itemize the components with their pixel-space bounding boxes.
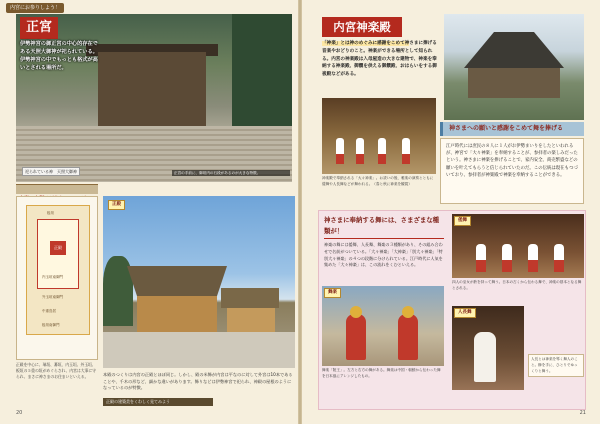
dance-types-heading: 神さまに奉納する舞には、さまざまな種類が！ [324, 215, 444, 239]
photo-hall-roof [127, 266, 227, 296]
page-gutter [298, 0, 302, 424]
dancer-figure [378, 138, 386, 164]
kaguraden-intro-rest: さまに捧げる音楽やおどりのこと。神楽ができる場所として知られる。内宮の神楽殿は入母屋造の大きな建物で、神楽を奉納する神楽殿、御饌を供える御饌殿、おはらいをする御祓殿などがある。 [322, 41, 437, 78]
daidai-kagura-photo [322, 98, 436, 174]
ninjo-dancer [474, 332, 496, 382]
precinct-map [16, 196, 98, 360]
kaguraden-intro [322, 40, 440, 79]
daidai-kagura-caption: 神楽殿で奉納される「大々神楽」。お祓いの後、雅楽の演奏とともに倭舞や人長舞などが舞われる。（春と秋に神楽を観賞） [322, 176, 434, 186]
page-number-right: 21 [579, 410, 586, 416]
seiden-label: 正殿 [108, 200, 125, 210]
inner-layout-heading [16, 184, 98, 194]
yamatomai-caption: 四人の巫女が鈴を持って舞う。日本の古くから伝わる舞で、神楽の基本となる舞とされる。 [452, 280, 582, 290]
bugaku-dancer [346, 314, 366, 360]
shogu-title: 正宮 [20, 17, 58, 39]
map-label-itagaki-gate: 板垣南御門 [42, 323, 60, 327]
kaguraden-photo [444, 14, 584, 120]
map-label-seiden: 正殿 [54, 245, 62, 250]
miko-figure [502, 244, 512, 272]
miko-figure [528, 244, 538, 272]
miko-figure [554, 244, 564, 272]
yamatomai-photo [452, 214, 584, 278]
ninjomai-caption: 人長とは神楽を導く舞人のこと。榊を手に、ひとりでゆっくりと舞う。 [528, 354, 584, 377]
dancer-figure [402, 138, 410, 164]
photo-gate [98, 52, 206, 126]
enshrined-deity-tag: 祀られている神 天照大御神 [22, 167, 80, 176]
page-number-left: 20 [16, 410, 23, 416]
map-label-itagaki: 板垣 [47, 211, 54, 215]
dancer-figure [336, 138, 344, 164]
photo-annex-body [227, 308, 275, 332]
seiden-link[interactable]: 正殿の建築美をくわしく見てみよう [103, 398, 213, 406]
photo-hall-body [137, 296, 217, 332]
map-label-torii: 中重鳥居 [42, 309, 56, 313]
prayer-box-heading: 神さまへの願いと感謝をこめて舞を捧げる [440, 122, 584, 136]
map-label-uchitamagaki: 内玉垣南御門 [42, 275, 63, 279]
ninjomai-photo [452, 306, 524, 390]
kaguraden-title: 内宮神楽殿 [322, 17, 402, 37]
map-label-sototamagaki: 外玉垣南御門 [42, 295, 63, 299]
header-tab[interactable]: 内宮にお参りしよう！ [6, 3, 64, 13]
bugaku-photo [322, 286, 444, 366]
photo-annex-roof [221, 288, 279, 308]
map-note: 正殿を中心に、瑞垣、蕃垣、内玉垣、外玉垣、板垣の５重の垣がめぐらされ、内宮は大事に守られ、まさに神さまのお住まいといえる。 [16, 362, 96, 379]
bugaku-caption: 舞楽「陵王」。左方と右方の舞がある。舞楽は中国・朝鮮から伝わった舞を日本風にアレンジしたもの。 [322, 368, 441, 378]
bugaku-dancer [398, 314, 418, 360]
bugaku-label: 舞楽 [324, 288, 341, 298]
shogu-photo-caption: 正宮の手前に、御垣内の石段があるのが大きな特徴。 [172, 170, 290, 176]
prayer-box-body: 江戸時代には庶民の８人に１人がお伊勢まいりをしたといわれるが、神宮で「大々神楽」を奉納することが、参拝者の楽しみだったという。神さまに神楽を捧げることで、家内安全、商売繁盛などの願いを叶えてもらうと信じられていたのだ。この伝統は現在もつづいており、参拝者が神楽殿で神楽を奉納することができる。 [440, 138, 584, 204]
miko-figure [476, 244, 486, 272]
ninjomai-label: 人長舞 [454, 308, 476, 318]
dance-types-text: 神楽の舞には倭舞、人長舞、舞楽の３種類があり、その組み合わせで名前がついている。「大々神楽」「大神楽」「別大々神楽」「特別大々神楽」の４つの段階に分けられている。江戸時代に人気を集めた「大々神楽」は、この流れをくむといえる。 [324, 242, 443, 268]
kaguraden-intro-highlight: 「神楽」とは神のめぐみに感謝をこめて神 [322, 41, 410, 46]
photo-kaguraden-roof [464, 32, 564, 68]
yamatomai-label: 倭舞 [454, 216, 471, 226]
map-main-hall [50, 241, 66, 255]
dancer-figure [356, 138, 364, 164]
photo-gravel [103, 332, 295, 368]
photo-trees [232, 14, 292, 134]
seiden-photo [103, 196, 295, 368]
seiden-body: 本殿のつくりは内宮の正殿とほぼ同じ。しかし、殿の米飾が内宮は平なのに対して外宮は10本であることや、千木の形など、細かな違いがあります。飾りなどは伊勢神宮で祀られ、神殿の屋根のようになっているのが特徴。 [103, 372, 293, 391]
photo-kaguraden-body [468, 68, 560, 98]
shogu-intro: 伊勢神宮の御正宮の中心的存在である天照大御神が祀られている。伊勢神宮の中でもっとも格式が高いとされる場所だ。 [20, 41, 98, 71]
